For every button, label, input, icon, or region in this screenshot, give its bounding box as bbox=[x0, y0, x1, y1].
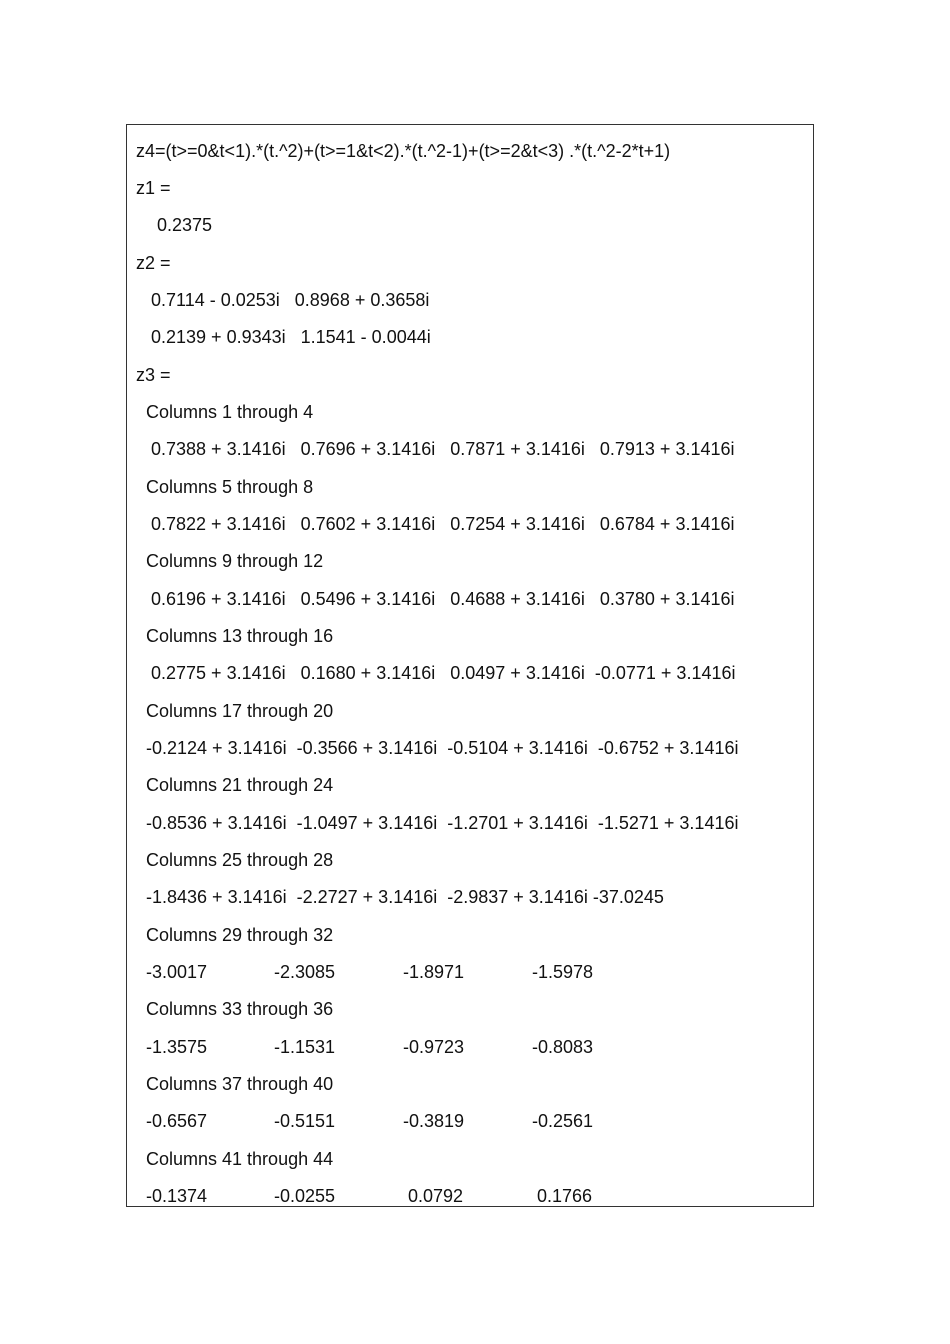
z3-cell: -0.1374 bbox=[146, 1186, 208, 1206]
z3-cell: -0.6567 bbox=[146, 1111, 208, 1131]
z3-label: z3 = bbox=[136, 365, 171, 385]
z3-cell: -0.0255 bbox=[274, 1186, 336, 1206]
z3-row: 0.7822 + 3.1416i 0.7602 + 3.1416i 0.7254 + 3.1416i 0.6784 + 3.1416i bbox=[151, 514, 735, 534]
z3-cell: -2.3085 bbox=[274, 962, 336, 982]
z3-row: -0.8536 + 3.1416i -1.0497 + 3.1416i -1.2701 + 3.1416i -1.5271 + 3.1416i bbox=[146, 813, 739, 833]
z3-row: -1.8436 + 3.1416i -2.2727 + 3.1416i -2.9837 + 3.1416i -37.0245 bbox=[146, 887, 664, 907]
z3-row: -0.2124 + 3.1416i -0.3566 + 3.1416i -0.5104 + 3.1416i -0.6752 + 3.1416i bbox=[146, 738, 739, 758]
columns-header: Columns 41 through 44 bbox=[146, 1149, 334, 1169]
columns-header: Columns 17 through 20 bbox=[146, 701, 334, 721]
z3-cell: 0.0792 bbox=[403, 1186, 464, 1206]
columns-header: Columns 33 through 36 bbox=[146, 999, 334, 1019]
z2-row-2: 0.2139 + 0.9343i 1.1541 - 0.0044i bbox=[151, 327, 431, 347]
columns-header: Columns 37 through 40 bbox=[146, 1074, 334, 1094]
columns-header: Columns 5 through 8 bbox=[146, 477, 314, 497]
z4-expression: z4=(t>=0&t<1).*(t.^2)+(t>=1&t<2).*(t.^2-1)+(t>=2&t<3) .*(t.^2-2*t+1) bbox=[136, 141, 671, 161]
columns-header: Columns 9 through 12 bbox=[146, 551, 324, 571]
columns-header: Columns 1 through 4 bbox=[146, 402, 314, 422]
z1-label: z1 = bbox=[136, 178, 171, 198]
z3-cell: -0.5151 bbox=[274, 1111, 336, 1131]
z3-row: 0.2775 + 3.1416i 0.1680 + 3.1416i 0.0497 + 3.1416i -0.0771 + 3.1416i bbox=[151, 663, 736, 683]
columns-header: Columns 13 through 16 bbox=[146, 626, 334, 646]
z3-cell: -0.8083 bbox=[532, 1037, 594, 1057]
z3-cell: -1.5978 bbox=[532, 962, 594, 982]
z3-cell: -0.3819 bbox=[403, 1111, 465, 1131]
z3-cell: -1.3575 bbox=[146, 1037, 208, 1057]
columns-header: Columns 29 through 32 bbox=[146, 925, 334, 945]
z2-row-1: 0.7114 - 0.0253i 0.8968 + 0.3658i bbox=[151, 290, 430, 310]
columns-header: Columns 21 through 24 bbox=[146, 775, 334, 795]
z3-cell: -3.0017 bbox=[146, 962, 208, 982]
z2-label: z2 = bbox=[136, 253, 171, 273]
z3-row: 0.6196 + 3.1416i 0.5496 + 3.1416i 0.4688 + 3.1416i 0.3780 + 3.1416i bbox=[151, 589, 735, 609]
z3-cell: -1.1531 bbox=[274, 1037, 336, 1057]
z3-cell: -0.2561 bbox=[532, 1111, 594, 1131]
columns-header: Columns 25 through 28 bbox=[146, 850, 334, 870]
matlab-output-box bbox=[126, 124, 814, 1207]
z3-cell: 0.1766 bbox=[532, 1186, 593, 1206]
z3-cell: -0.9723 bbox=[403, 1037, 465, 1057]
z3-row: 0.7388 + 3.1416i 0.7696 + 3.1416i 0.7871 + 3.1416i 0.7913 + 3.1416i bbox=[151, 439, 735, 459]
z1-value: 0.2375 bbox=[157, 215, 213, 235]
z3-cell: -1.8971 bbox=[403, 962, 465, 982]
